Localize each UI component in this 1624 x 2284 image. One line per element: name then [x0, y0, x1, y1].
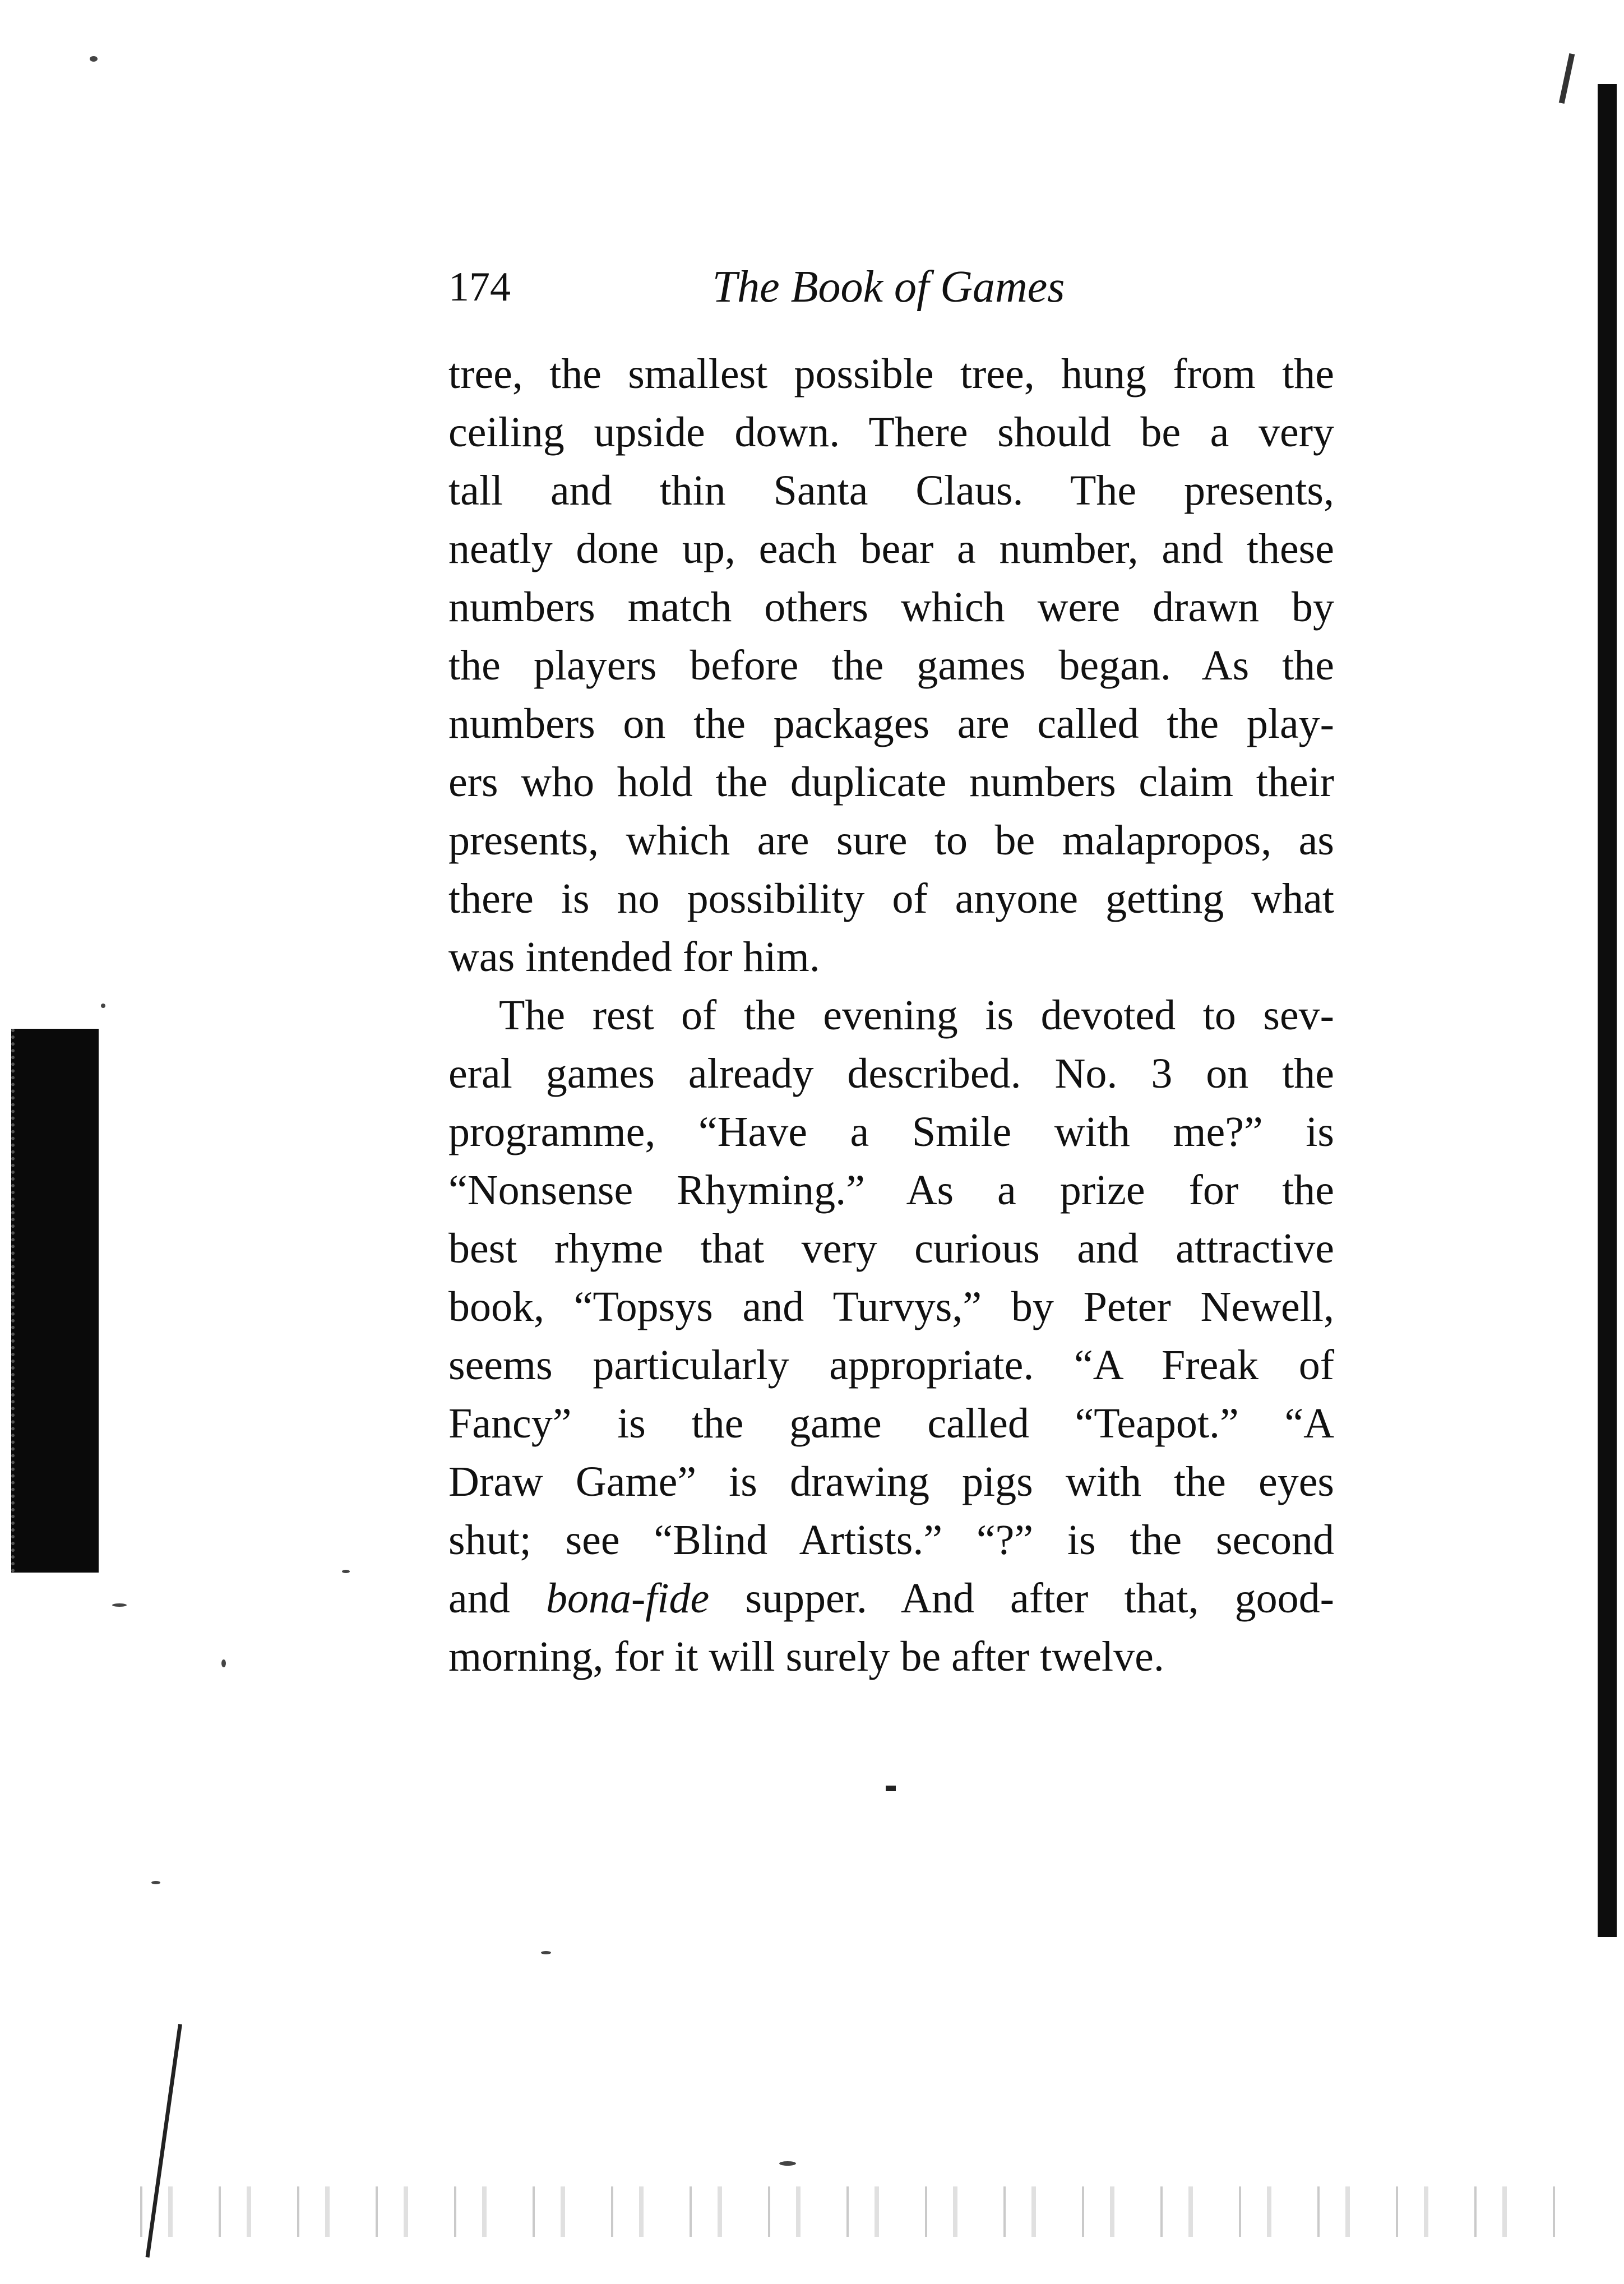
text-line: The rest of the evening is devoted to sev- — [499, 992, 1334, 1039]
page-number: 174 — [448, 264, 511, 310]
text-line: best rhyme that very curious and attractive — [448, 1225, 1334, 1272]
paragraph — [448, 345, 1334, 986]
text-line: was intended for him. — [448, 933, 820, 981]
text-line: there is no possibility of anyone getting what — [448, 875, 1334, 922]
text-line: tree, the smallest possible tree, hung from the — [448, 350, 1334, 397]
scan-speck — [151, 1881, 160, 1884]
scan-speck — [101, 1004, 105, 1008]
text-line: morning, for it will surely be after twelve. — [448, 1633, 1164, 1680]
text-line: eral games already described. No. 3 on the — [448, 1050, 1334, 1097]
paragraph — [448, 986, 1334, 1686]
text-line: ceiling upside down. There should be a very — [448, 409, 1334, 456]
text-line: shut; see “Blind Artists.” “?” is the second — [448, 1516, 1334, 1564]
text-line: presents, which are sure to be malapropos, as — [448, 817, 1334, 864]
scan-edge-bar-left — [11, 1029, 99, 1573]
text-line: neatly done up, each bear a number, and these — [448, 525, 1334, 572]
scan-speck — [342, 1570, 350, 1573]
scan-speck — [779, 2161, 796, 2166]
scan-noise — [123, 2186, 1581, 2237]
running-title: The Book of Games — [712, 262, 1065, 312]
italic-term: bona-fide — [545, 1575, 710, 1622]
scan-mark — [1559, 53, 1575, 104]
scan-speck — [221, 1659, 226, 1667]
text-line: “Nonsense Rhyming.” As a prize for the — [448, 1167, 1334, 1214]
text-line: programme, “Have a Smile with me?” is — [448, 1108, 1334, 1155]
text-line: book, “Topsys and Turvys,” by Peter Newell, — [448, 1283, 1334, 1330]
scan-speck — [90, 56, 98, 62]
scan-edge-bar-right — [1598, 84, 1617, 1937]
scan-speck — [886, 1786, 896, 1791]
text-line: Fancy” is the game called “Teapot.” “A — [448, 1400, 1334, 1447]
text-line: tall and thin Santa Claus. The presents, — [448, 467, 1334, 514]
running-head — [448, 259, 1329, 315]
text-line: numbers on the packages are called the play- — [448, 700, 1334, 747]
text-line: ers who hold the duplicate numbers claim their — [448, 759, 1334, 806]
scan-speck — [112, 1603, 127, 1607]
text-line — [448, 1569, 1334, 1628]
text-line: numbers match others which were drawn by — [448, 584, 1334, 631]
body-text — [448, 345, 1334, 1686]
text-fragment: supper. And after that, good- — [709, 1575, 1334, 1622]
text-line: the players before the games began. As the — [448, 642, 1334, 689]
text-fragment: and — [448, 1575, 546, 1622]
text-line: Draw Game” is drawing pigs with the eyes — [448, 1458, 1334, 1505]
scan-speck — [541, 1951, 551, 1954]
text-line: seems particularly appropriate. “A Freak of — [448, 1342, 1334, 1389]
